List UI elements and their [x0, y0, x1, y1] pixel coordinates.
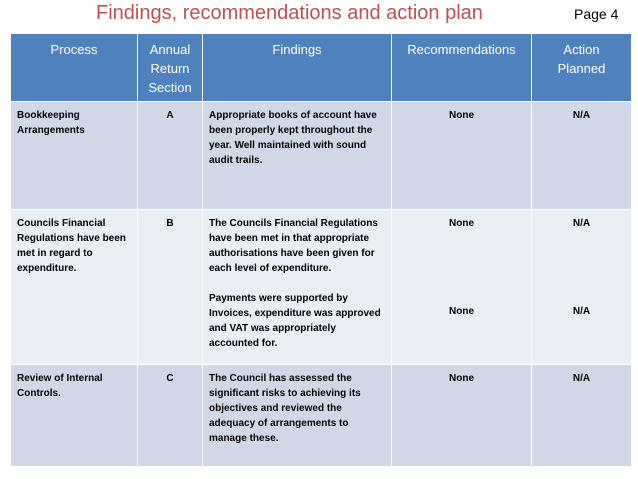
cell-section: C — [138, 365, 203, 467]
action-text: N/A — [572, 306, 591, 317]
cell-findings: Appropriate books of account have been properly kept throughout the year. Well maintained with sound audit trails. — [203, 102, 392, 210]
action-text: N/A — [572, 218, 591, 229]
header-section-line-1: Annual — [149, 42, 191, 57]
header-findings: Findings — [203, 34, 392, 102]
table-row — [11, 102, 632, 210]
page-number: Page 4 — [574, 6, 619, 22]
cell-findings — [203, 210, 392, 365]
cell-action: N/A — [532, 365, 632, 467]
table-row — [11, 365, 632, 467]
table-header-row — [11, 34, 632, 102]
header-action-line-1: Action — [563, 42, 600, 57]
header-annual-return-section — [138, 34, 203, 102]
cell-action — [532, 210, 632, 365]
table-row — [11, 210, 632, 365]
cell-process: Review of Internal Controls. — [11, 365, 138, 467]
cell-process: Bookkeeping Arrangements — [11, 102, 138, 210]
header-recommendations: Recommendations — [392, 34, 532, 102]
header-section-line-2: Return — [150, 61, 190, 76]
cell-section: B — [138, 210, 203, 365]
cell-recommendation: None — [392, 365, 532, 467]
cell-recommendation: None — [392, 102, 532, 210]
recommendation-text: None — [449, 218, 474, 229]
cell-recommendation — [392, 210, 532, 365]
header-action-line-2: Planned — [557, 61, 606, 76]
page-title: Findings, recommendations and action plan — [96, 2, 483, 24]
header-action-planned — [532, 34, 632, 102]
cell-findings: The Council has assessed the significant risks to achieving its objectives and reviewed the adequacy of arrangements to manage these. — [203, 365, 392, 467]
header-process: Process — [11, 34, 138, 102]
header-section-line-3: Section — [148, 80, 192, 95]
recommendation-text: None — [449, 306, 474, 317]
cell-section: A — [138, 102, 203, 210]
cell-process: Councils Financial Regulations have been met in regard to expenditure. — [11, 210, 138, 365]
findings-table — [10, 33, 632, 467]
finding-paragraph: Payments were supported by Invoices, expenditure was approved and VAT was appropriately accounted for. — [209, 293, 381, 349]
cell-action: N/A — [532, 102, 632, 210]
finding-paragraph: The Councils Financial Regulations have been met in that appropriate authorisations have been given for each level of expenditure. — [209, 218, 378, 274]
